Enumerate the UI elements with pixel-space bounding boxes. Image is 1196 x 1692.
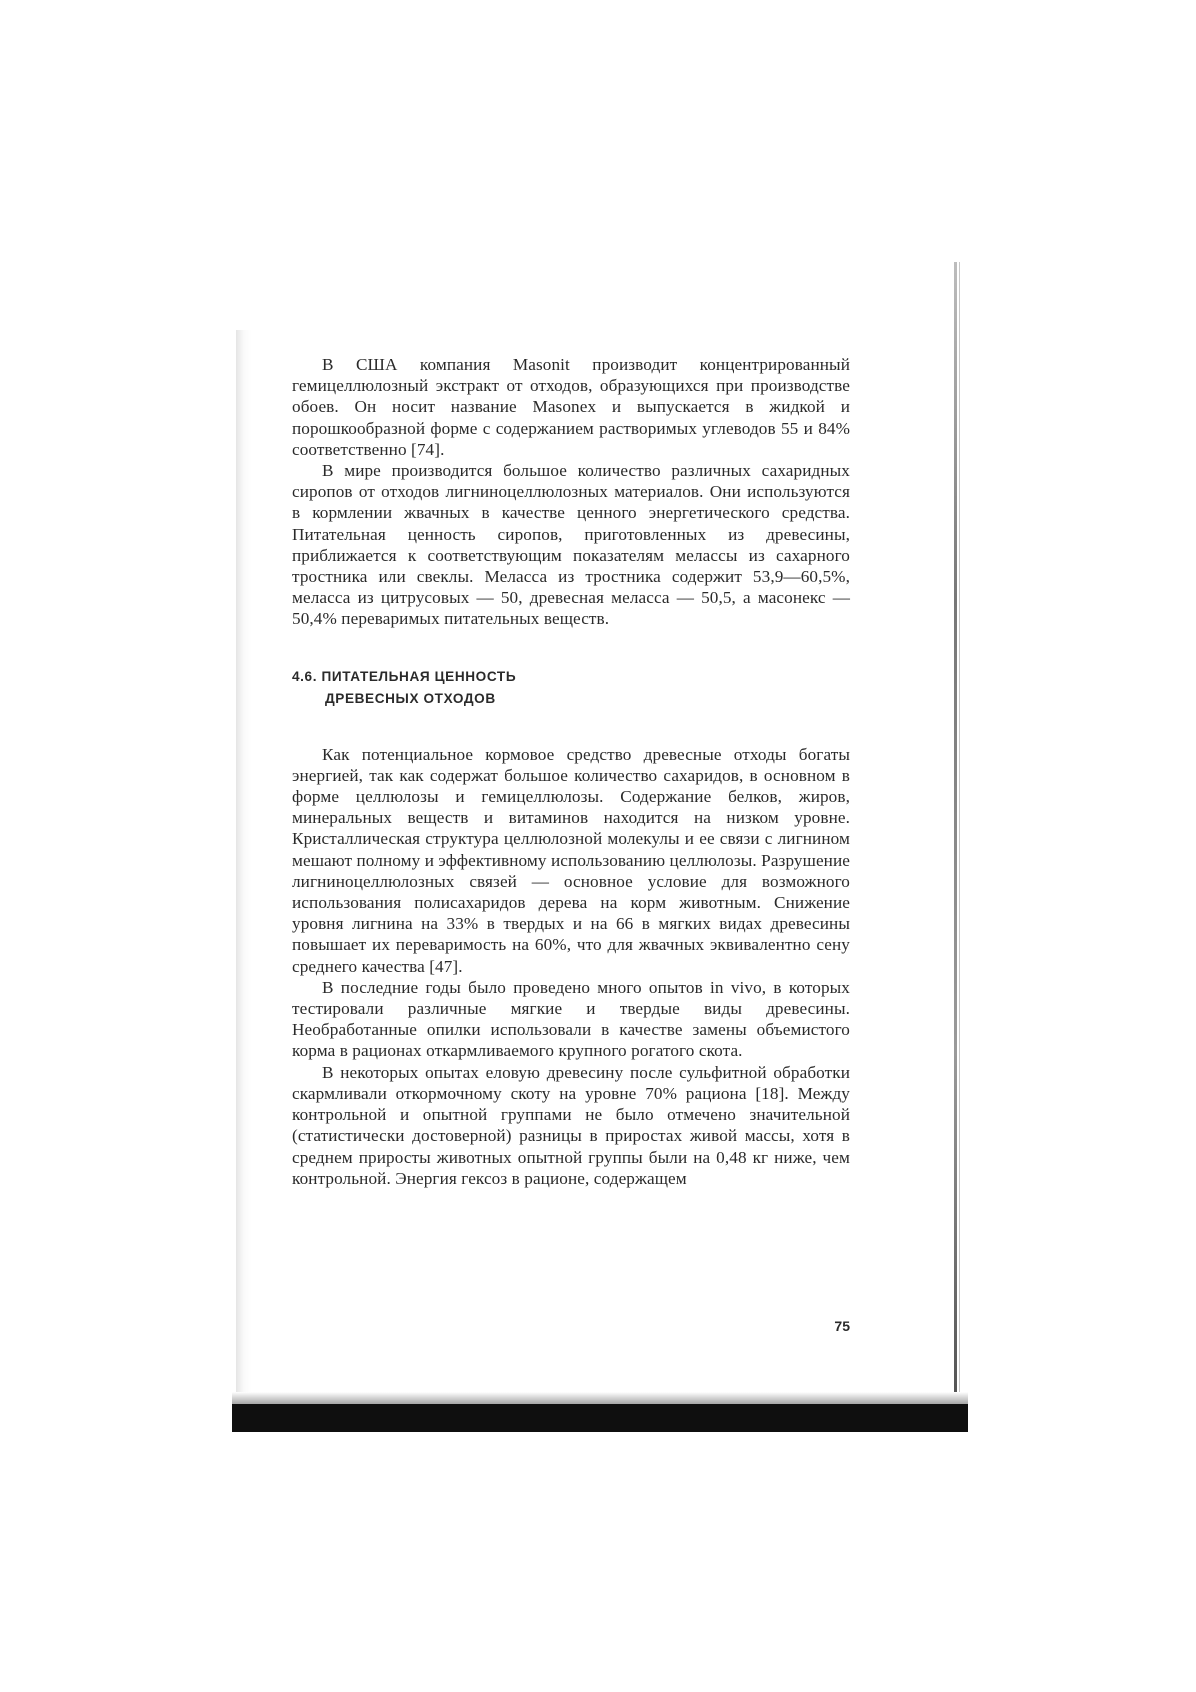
page-edge-line-inner (959, 262, 960, 1392)
text-column (292, 354, 850, 1189)
spine-shadow (236, 330, 252, 1392)
paragraph-spruce-experiment: В некоторых опытах еловую древесину после сульфитной обработки скармливали откормочному скоту на уровне 70% рациона [18]. Между контрольной и опытной группами не было отмечено значительной (статистически достоверной) разницы в приростах живой массы, хотя в среднем приросты животных опытной группы были на 0,48 кг ниже, чем контрольной. Энергия гексоз в рационе, содержащем (292, 1062, 850, 1188)
page-number: 75 (834, 1318, 850, 1334)
scan-bottom-bar (232, 1404, 968, 1432)
paragraph-masonit: В США компания Masonit производит концентрированный гемицеллюлозный экстракт от отходов, образующихся при производстве обоев. Он носит название Masonex и выпускается в жидкой и порошкообразной форме с содержанием растворимых углеводов 55 и 84% соответственно [74]. (292, 355, 850, 459)
section-heading-line-2: ДРЕВЕСНЫХ ОТХОДОВ (325, 690, 496, 706)
paragraph-syrups: В мире производится большое количество различных сахаридных сиропов от отходов лигниноцеллюлозных материалов. Они используются в кормлении жвачных в качестве ценного энергетического средства. Питательная ценность сиропов, приготовленных из древесины, приближается к соответствующим показателям мелассы из сахарного тростника или свеклы. Меласса из тростника содержит 53,9—60,5%, меласса из цитрусовых — 50, древесная меласса — 50,5, а масонекс — 50,4% переваримых питательных веществ. (292, 461, 850, 629)
paragraph-feed-value: Как потенциальное кормовое средство древесные отходы богаты энергией, так как содержат большое количество сахаридов, в основном в форме целлюлозы и гемицеллюлозы. Содержание белков, жиров, минеральных веществ и витаминов находится на низком уровне. Кристаллическая структура целлюлозной молекулы и ее связи с лигнином мешают полному и эффективному использованию целлюлозы. Разрушение лигниноцеллюлозных связей — основное условие для возможного использования полисахаридов дерева на корм животным. Снижение уровня лигнина на 33% в твердых и на 66 в мягких видах древесины повышает их переваримость на 60%, что для жвачных эквивалентно сену среднего качества [47]. (292, 744, 850, 976)
paragraph-in-vivo: В последние годы было проведено много опытов in vivo, в которых тестировали различные мягкие и твердые виды древесины. Необработанные опилки использовали в качестве замены объемистого корма в рационах откармливаемого крупного рогатого скота. (292, 977, 850, 1061)
page-edge-line (954, 262, 957, 1392)
scan-bottom-shadow (232, 1392, 968, 1404)
section-heading-line-1: 4.6. ПИТАТЕЛЬНАЯ ЦЕННОСТЬ (292, 668, 517, 684)
section-heading (292, 666, 850, 710)
